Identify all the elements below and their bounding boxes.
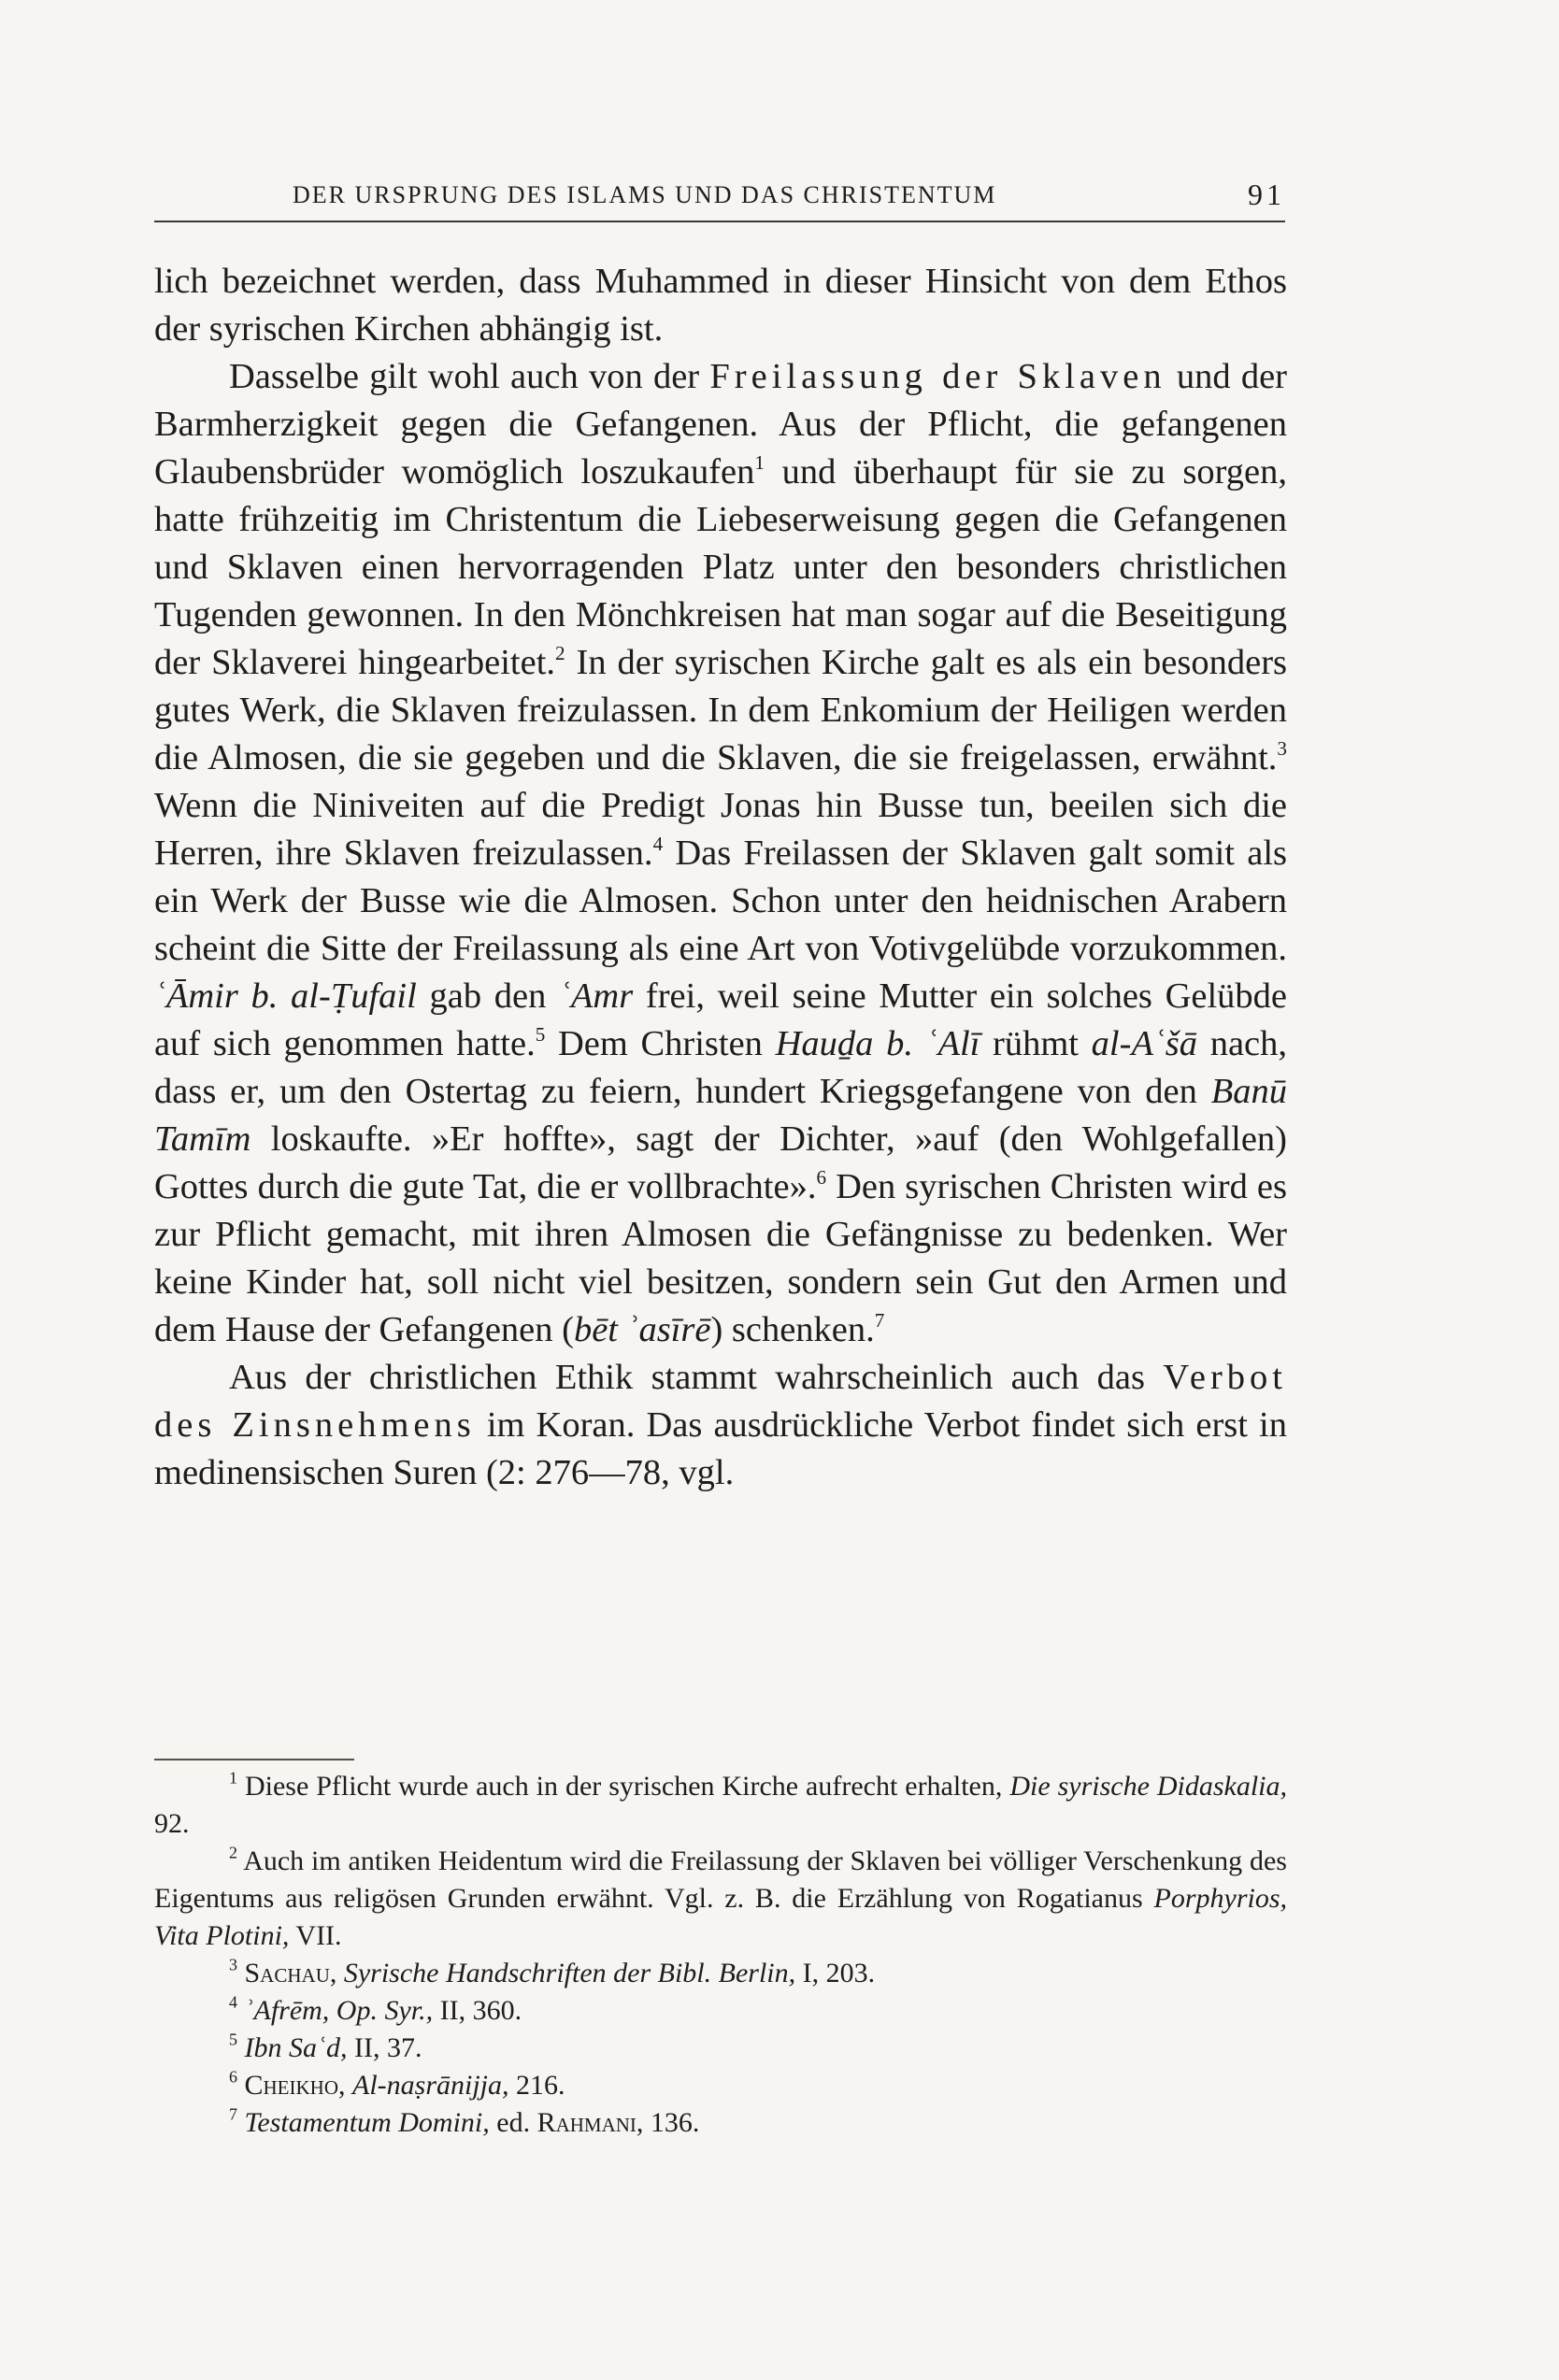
paragraph-text: gab den	[429, 976, 547, 1016]
paragraph-text: im Koran. Das ausdrückliche Verbot findet sich erst in medinensischen Suren (2: 276—78, vgl.	[154, 1405, 1287, 1492]
transliterated-name: Hauḏa b. ʿAlī	[775, 1024, 980, 1063]
paragraph-2	[154, 353, 1287, 1354]
paragraph-text: ) schenken.	[710, 1310, 875, 1349]
footnote-author: Rahmani,	[536, 2107, 644, 2138]
footnote-text: Auch im antiken Heidentum wird die Freilassung der Sklaven bei völliger Verschenkung des Eigentums aus religösen Grunden erwähnt. Vgl. z. B. die Erzählung von Rogatianus	[154, 1846, 1287, 1914]
paragraph-text: loskaufte. »Er hoffte», sagt der Dichter, »auf (den Wohlgefallen) Gottes durch die gute Tat, die er vollbrachte».	[154, 1119, 1287, 1206]
footnote-text: 216.	[516, 2070, 565, 2101]
footnote-title: Die syrische Didaskalia,	[1009, 1771, 1287, 1802]
paragraph-text: Das Freilassen der Sklaven galt somit als ein Werk der Busse wie die Almosen. Schon unter den heidnischen Arabern scheint die Sitte der Freilassung als eine Art von Votivgelübde vorzukommen.	[154, 834, 1287, 968]
footnote-text: II, 360.	[439, 1995, 522, 2026]
footnote-4	[154, 1992, 1287, 2030]
paragraph-text: Dasselbe gilt wohl auch von der	[229, 357, 700, 396]
footnote-number: 7	[229, 2104, 237, 2124]
paragraph-3	[154, 1354, 1287, 1497]
footnote-author: Sachau,	[244, 1958, 337, 1988]
footnote-title: Porphyrios, Vita Plotini,	[154, 1883, 1287, 1951]
footnote-text: Diese Pflicht wurde auch in der syrischen Kirche aufrecht erhalten,	[244, 1771, 1003, 1802]
paragraph-text: rühmt	[993, 1024, 1079, 1063]
footnote-text: II, 37.	[353, 2032, 422, 2063]
transliterated-name: al-Aʿšā	[1091, 1024, 1198, 1063]
emphasis-spaced: Verbot des Zinsnehmens	[154, 1358, 1287, 1445]
footnote-title: Testamentum Domini,	[244, 2107, 490, 2138]
footnote-title: Al-naṣrānijja,	[352, 2070, 509, 2101]
paragraph-text: und überhaupt für sie zu sorgen, hatte frühzeitig im Christentum die Liebeserweisung gegen die Gefangenen und Sklaven einen hervorragenden Platz unter den besonders christlichen Tugenden gewonnen. In den Mönchkreisen hat man sogar auf die Beseitigung der Sklaverei hingearbeitet.	[154, 452, 1288, 682]
paragraph-text: In der syrischen Kirche galt es als ein besonders gutes Werk, die Sklaven freizulassen. In dem Enkomium der Heiligen werden die Almosen, die sie gegeben und die Sklaven, die sie freigelassen, erwähnt.	[154, 643, 1288, 777]
footnote-text: I, 203.	[802, 1958, 876, 1988]
page-number: 91	[1248, 178, 1285, 211]
footnote-ref: 1	[754, 450, 765, 474]
footnote-title: Syrische Handschriften der Bibl. Berlin,	[343, 1958, 796, 1988]
paragraph-1	[154, 258, 1287, 353]
footnote-ref: 7	[874, 1308, 885, 1332]
transliterated-name: Banū Tamīm	[154, 1072, 1287, 1159]
footnote-7	[154, 2104, 1287, 2142]
footnote-ref: 5	[535, 1022, 546, 1046]
running-title: DER URSPRUNG DES ISLAMS UND DAS CHRISTENTUM	[293, 181, 997, 208]
footnote-ref: 6	[816, 1165, 827, 1189]
transliterated-name: ʿAmr	[559, 976, 634, 1016]
footnote-number: 5	[229, 2030, 237, 2049]
main-text	[154, 258, 1287, 1497]
footnote-author: Cheikho,	[244, 2070, 346, 2101]
footnote-number: 1	[229, 1768, 237, 1788]
footnote-5	[154, 2030, 1287, 2067]
paragraph-text: Dem Christen	[557, 1024, 763, 1063]
paragraph-text: und der Barmherzigkeit gegen die Gefangenen. Aus der Pflicht, die gefangenen Glaubensbrüder womöglich loszukaufen	[154, 357, 1287, 492]
footnote-text: ed.	[496, 2107, 531, 2138]
paragraph-text: Wenn die Niniveiten auf die Predigt Jonas hin Busse tun, beeilen sich die Herren, ihre Sklaven freizulassen.	[154, 786, 1287, 873]
footnote-text: VII.	[295, 1920, 342, 1951]
paragraph-text: frei, weil seine Mutter ein solches Gelübde auf sich genommen hatte.	[154, 976, 1288, 1063]
footnote-6	[154, 2067, 1287, 2104]
paragraph-text: Den syrischen Christen wird es zur Pflicht gemacht, mit ihren Almosen die Gefängnisse zu bedenken. Wer keine Kinder hat, soll nicht viel besitzen, sondern sein Gut den Armen und dem Hause der Gefangenen (	[154, 1167, 1287, 1349]
footnote-number: 3	[229, 1955, 237, 1974]
emphasis-spaced: Freilassung der Sklaven	[709, 357, 1166, 396]
footnote-3	[154, 1955, 1287, 1992]
footnotes	[154, 1768, 1287, 2142]
footnote-number: 6	[229, 2067, 237, 2087]
paragraph-text: nach, dass er, um den Ostertag zu feiern, hundert Kriegsgefangene von den	[154, 1024, 1287, 1111]
footnote-2	[154, 1843, 1287, 1955]
footnote-title: ʾAfrēm, Op. Syr.,	[244, 1995, 434, 2026]
footnote-divider	[154, 1759, 354, 1760]
footnote-text: 92.	[154, 1808, 190, 1839]
paragraph-text: Aus der christlichen Ethik stammt wahrscheinlich auch das	[229, 1358, 1145, 1397]
footnote-number: 2	[229, 1843, 237, 1862]
footnote-number: 4	[229, 1992, 237, 2012]
footnote-ref: 2	[555, 641, 565, 664]
transliterated-term: bēt ʾasīrē	[573, 1310, 711, 1349]
footnote-ref: 4	[652, 832, 664, 855]
footnote-title: Ibn Saʿd,	[244, 2032, 348, 2063]
footnote-text: 136.	[650, 2107, 700, 2138]
footnote-1	[154, 1768, 1287, 1843]
footnote-ref: 3	[1277, 736, 1287, 760]
transliterated-name: ʿĀmir b. al-Ṭufail	[154, 976, 417, 1016]
running-header	[154, 174, 1285, 222]
paragraph-text: lich bezeichnet werden, dass Muhammed in dieser Hinsicht von dem Ethos der syrischen Kirchen abhängig ist.	[154, 262, 1287, 349]
